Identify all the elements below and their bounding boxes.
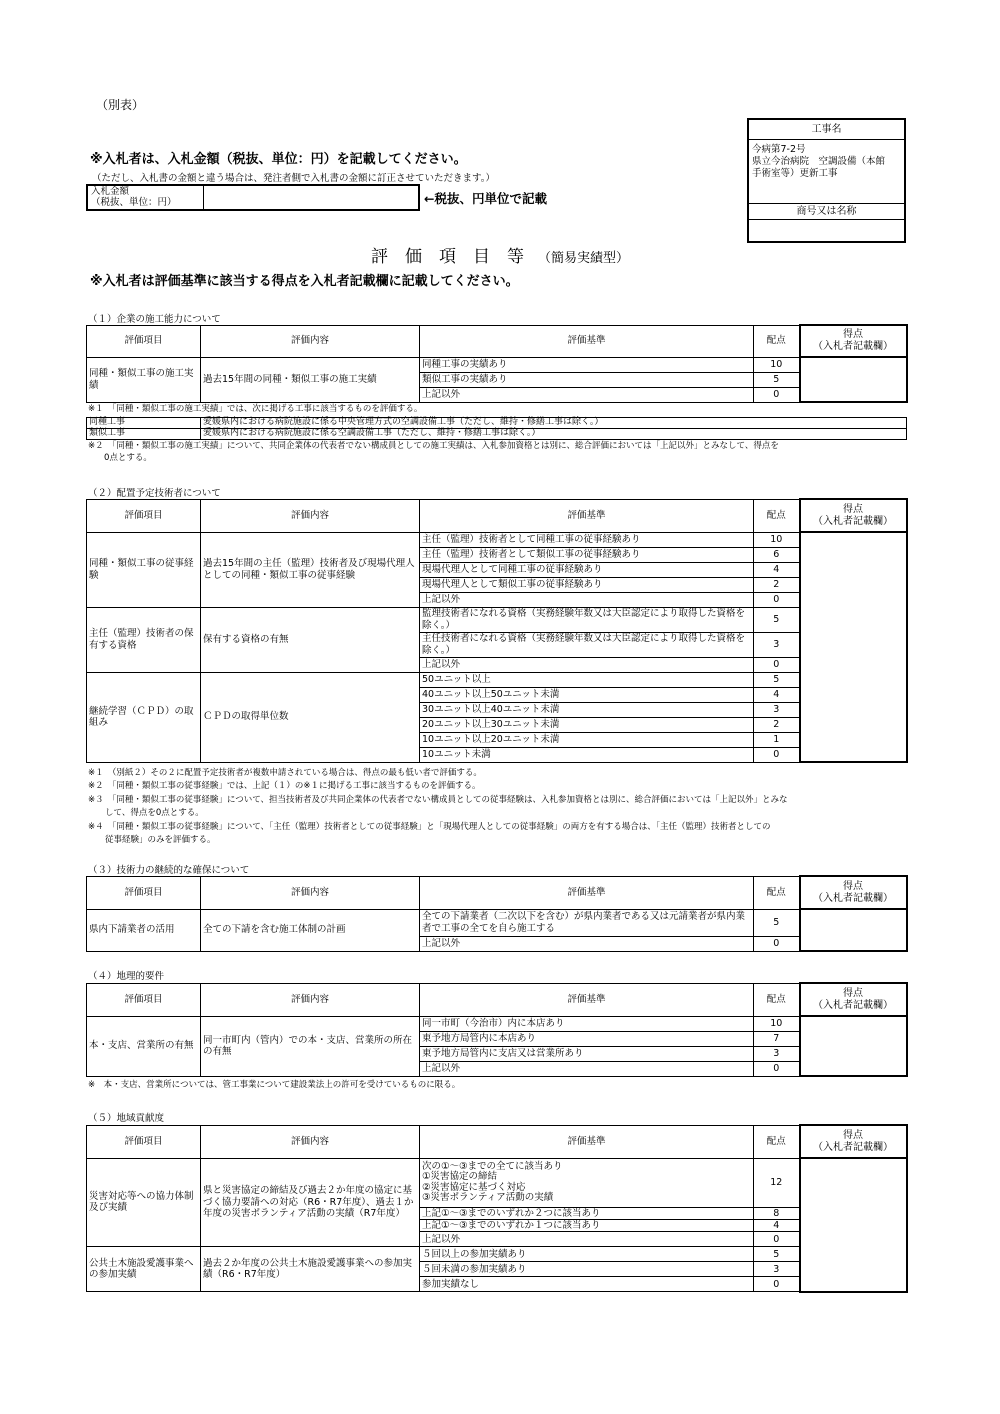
points-cell: 0 [754, 387, 800, 402]
criteria-cell: 東予地方局管内に支店又は営業所あり [420, 1046, 754, 1061]
header-item: 評価項目 [87, 983, 201, 1016]
section-title: （２）配置予定技術者について [88, 488, 221, 499]
points-cell: 5 [754, 672, 800, 687]
eval-item: 公共土木施設愛護事業への参加実績 [87, 1247, 201, 1292]
header-content: 評価内容 [201, 876, 420, 909]
header-criteria: 評価基準 [420, 499, 754, 532]
points-cell: 5 [754, 607, 800, 632]
section-title: （４）地理的要件 [88, 971, 165, 982]
header-content: 評価内容 [201, 325, 420, 357]
points-cell: 0 [754, 936, 800, 951]
points-cell: 12 [754, 1158, 800, 1207]
criteria-cell: 上記以外 [420, 657, 754, 672]
eval-content: 県と災害協定の締結及び過去２か年度の協定に基づく協力要請への対応（R6・R7年度）、過去１か年度の災害ボランティア活動の実績（R7年度） [201, 1158, 420, 1247]
definition-term: 同種工事 [87, 418, 201, 429]
evaluation-table [86, 982, 908, 1077]
score-input-cell[interactable] [800, 1158, 907, 1292]
points-cell: 4 [754, 1219, 800, 1231]
project-name-header: 工事名 [749, 120, 904, 140]
header-criteria: 評価基準 [420, 983, 754, 1016]
note: ※４ 「同種・類似工事の従事経験」について、「主任（監理）技術者としての従事経験」と「現場代理人としての従事経験」の両方を有する場合は、「主任（監理）技術者としての [88, 822, 771, 832]
evaluation-table [86, 1124, 908, 1293]
bid-amount-field[interactable] [204, 186, 418, 209]
criteria-cell: 類似工事の実績あり [420, 372, 754, 387]
header-score: 得点 （入札者記載欄） [800, 499, 907, 532]
points-cell: 10 [754, 1016, 800, 1031]
criteria-cell: 主任（監理）技術者として類似工事の従事経験あり [420, 547, 754, 562]
header-score: 得点 （入札者記載欄） [800, 1125, 907, 1158]
header-points: 配点 [754, 325, 800, 357]
points-cell: 4 [754, 687, 800, 702]
eval-content: 過去15年間の同種・類似工事の施工実績 [201, 357, 420, 402]
points-cell: 7 [754, 1031, 800, 1046]
criteria-cell: 10ユニット未満 [420, 747, 754, 762]
criteria-cell: 同一市町（今治市）内に本店あり [420, 1016, 754, 1031]
header-score: 得点 （入札者記載欄） [800, 876, 907, 909]
project-name: 今病第7-2号 県立今治病院 空調設備（本館 手術室等）更新工事 [749, 140, 904, 204]
points-cell: 5 [754, 372, 800, 387]
eval-content: 過去15年間の主任（監理）技術者及び現場代理人としての同種・類似工事の従事経験 [201, 532, 420, 607]
criteria-cell: 40ユニット以上50ユニット未満 [420, 687, 754, 702]
criteria-cell: 監理技術者になれる資格（実務経験年数又は大臣認定により取得した資格を除く。） [420, 607, 754, 632]
score-instruction: ※入札者は評価基準に該当する得点を入札者記載欄に記載してください。 [90, 274, 519, 289]
header-points: 配点 [754, 983, 800, 1016]
header-criteria: 評価基準 [420, 325, 754, 357]
points-cell: 0 [754, 747, 800, 762]
points-cell: 3 [754, 702, 800, 717]
score-input-cell[interactable] [800, 909, 907, 951]
criteria-cell: 上記以外 [420, 1061, 754, 1076]
points-cell: 3 [754, 1262, 800, 1277]
points-cell: 8 [754, 1207, 800, 1219]
header-content: 評価内容 [201, 983, 420, 1016]
header-score: 得点 （入札者記載欄） [800, 325, 907, 357]
eval-content: 全ての下請を含む施工体制の計画 [201, 909, 420, 951]
criteria-cell: ５回未満の参加実績あり [420, 1262, 754, 1277]
evaluation-table [86, 875, 908, 952]
criteria-cell: 全ての下請業者（二次以下を含む）が県内業者である又は元請業者が県内業者で工事の全てを自ら施工する [420, 909, 754, 936]
section-title: （１）企業の施工能力について [88, 314, 221, 325]
eval-content: 過去２か年度の公共土木施設愛護事業への参加実績（R6・R7年度） [201, 1247, 420, 1292]
note: 0点とする。 [104, 453, 152, 463]
criteria-cell: 現場代理人として同種工事の従事経験あり [420, 562, 754, 577]
criteria-cell: 上記以外 [420, 936, 754, 951]
points-cell: 1 [754, 732, 800, 747]
points-cell: 0 [754, 1277, 800, 1292]
note: ※１ 「同種・類似工事の施工実績」では、次に掲げる工事に該当するものを評価する。 [88, 404, 423, 414]
score-input-cell[interactable] [800, 532, 907, 762]
note: して、得点を0点とする。 [88, 808, 204, 818]
criteria-cell: 主任（監理）技術者として同種工事の従事経験あり [420, 532, 754, 547]
definition-desc: 愛媛県内における病院施設に係る中央管理方式の空調設備工事（ただし、維持・修繕工事は除く。） [201, 418, 907, 429]
eval-content: 保有する資格の有無 [201, 607, 420, 672]
eval-item: 主任（監理）技術者の保有する資格 [87, 607, 201, 672]
header-criteria: 評価基準 [420, 1125, 754, 1158]
note: 従事経験」のみを評価する。 [88, 835, 216, 845]
header-item: 評価項目 [87, 1125, 201, 1158]
header-content: 評価内容 [201, 1125, 420, 1158]
appendix-label: （別表） [96, 98, 145, 112]
criteria-cell: 10ユニット以上20ユニット未満 [420, 732, 754, 747]
note: ※２ 「同種・類似工事の施工実績」について、共同企業体の代表者でない構成員としての施工実績は、入札参加資格とは別に、総合評価においては「上記以外」とみなして、得点を [88, 441, 779, 451]
header-criteria: 評価基準 [420, 876, 754, 909]
points-cell: 2 [754, 577, 800, 592]
criteria-cell: 参加実績なし [420, 1277, 754, 1292]
eval-item: 県内下請業者の活用 [87, 909, 201, 951]
definition-table [86, 417, 907, 440]
points-cell: 6 [754, 547, 800, 562]
points-cell: 0 [754, 592, 800, 607]
bid-amount-arrow-note: ←税抜、円単位で記載 [424, 191, 547, 206]
criteria-cell: 20ユニット以上30ユニット未満 [420, 717, 754, 732]
criteria-cell: 次の①～③までの全てに該当あり ①災害協定の締結 ②災害協定に基づく対応 ③災害ボランティア活動の実績 [420, 1158, 754, 1207]
evaluation-table [86, 324, 908, 403]
note: ※３ 「同種・類似工事の従事経験」について、担当技術者及び共同企業体の代表者でない構成員としての従事経験は、入札参加資格とは別に、総合評価においては「上記以外」とみな [88, 795, 788, 805]
points-cell: 10 [754, 357, 800, 372]
company-name-field[interactable] [749, 220, 904, 241]
score-input-cell[interactable] [800, 357, 907, 402]
points-cell: 0 [754, 657, 800, 672]
note: ※２ 「同種・類似工事の従事経験」では、上記（１）の※１に掲げる工事に該当するものを評価する。 [88, 781, 481, 791]
bid-amount-label: 入札金額 （税抜、単位：円） [88, 186, 204, 209]
eval-content: 同一市町内（管内）での本・支店、営業所の所在の有無 [201, 1016, 420, 1076]
header-item: 評価項目 [87, 325, 201, 357]
bid-amount-subnote: （ただし、入札書の金額と違う場合は、発注者側で入札書の金額に訂正させていただきます。） [92, 173, 495, 184]
header-score: 得点 （入札者記載欄） [800, 983, 907, 1016]
criteria-cell: 上記以外 [420, 1232, 754, 1247]
header-content: 評価内容 [201, 499, 420, 532]
evaluation-table [86, 498, 908, 763]
criteria-cell: 同種工事の実績あり [420, 357, 754, 372]
points-cell: 5 [754, 1247, 800, 1262]
project-info-box [747, 118, 906, 243]
criteria-cell: ５回以上の参加実績あり [420, 1247, 754, 1262]
criteria-cell: 上記以外 [420, 592, 754, 607]
header-points: 配点 [754, 1125, 800, 1158]
section-title: （５）地域貢献度 [88, 1113, 165, 1124]
header-points: 配点 [754, 499, 800, 532]
note: ※１ （別紙２）その２に配置予定技術者が複数申請されている場合は、得点の最も低い者で評価する。 [88, 768, 482, 778]
criteria-cell: 東予地方局管内に本店あり [420, 1031, 754, 1046]
bid-amount-box [86, 184, 420, 211]
criteria-cell: 上記①～③までのいずれか１つに該当あり [420, 1219, 754, 1231]
points-cell: 3 [754, 1046, 800, 1061]
criteria-cell: 50ユニット以上 [420, 672, 754, 687]
definition-term: 類似工事 [87, 429, 201, 440]
eval-item: 本・支店、営業所の有無 [87, 1016, 201, 1076]
points-cell: 0 [754, 1232, 800, 1247]
points-cell: 5 [754, 909, 800, 936]
score-input-cell[interactable] [800, 1016, 907, 1076]
criteria-cell: 30ユニット以上40ユニット未満 [420, 702, 754, 717]
bid-amount-instruction: ※入札者は、入札金額（税抜、単位：円）を記載してください。 [90, 152, 467, 167]
note: ※ 本・支店、営業所については、管工事業について建設業法上の許可を受けているものに限る。 [88, 1080, 461, 1090]
eval-item: 災害対応等への協力体制及び実績 [87, 1158, 201, 1247]
points-cell: 10 [754, 532, 800, 547]
points-cell: 4 [754, 562, 800, 577]
eval-item: 継続学習（ＣＰＤ）の取組み [87, 672, 201, 762]
header-item: 評価項目 [87, 499, 201, 532]
points-cell: 2 [754, 717, 800, 732]
definition-desc: 愛媛県内における病院施設に係る空調設備工事（ただし、維持・修繕工事は除く。） [201, 429, 907, 440]
header-points: 配点 [754, 876, 800, 909]
page-title: 評 価 項 目 等 （簡易実績型） [370, 247, 629, 267]
points-cell: 0 [754, 1061, 800, 1076]
points-cell: 3 [754, 632, 800, 657]
eval-item: 同種・類似工事の従事経験 [87, 532, 201, 607]
criteria-cell: 上記①～③までのいずれか２つに該当あり [420, 1207, 754, 1219]
header-item: 評価項目 [87, 876, 201, 909]
criteria-cell: 主任技術者になれる資格（実務経験年数又は大臣認定により取得した資格を除く。） [420, 632, 754, 657]
company-name-header: 商号又は名称 [749, 204, 904, 220]
eval-item: 同種・類似工事の施工実績 [87, 357, 201, 402]
criteria-cell: 上記以外 [420, 387, 754, 402]
criteria-cell: 現場代理人として類似工事の従事経験あり [420, 577, 754, 592]
section-title: （３）技術力の継続的な確保について [88, 865, 250, 876]
eval-content: ＣＰＤの取得単位数 [201, 672, 420, 762]
